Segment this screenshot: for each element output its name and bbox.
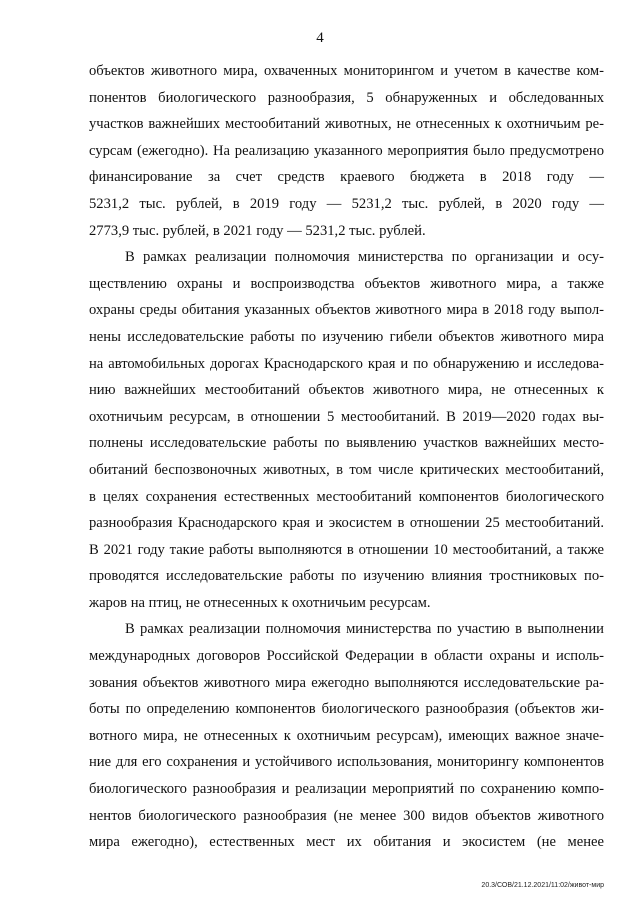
text-line: В рамках реализации полномочия министерства по организации и осу- [125, 249, 604, 266]
text-line: финансирование за счет средств краевого бюджета в 2018 году — [89, 169, 604, 186]
text-line: В рамках реализации полномочия министерства по участию в выполнении [125, 621, 604, 638]
text-line: ние для его сохранения и устойчивого использования, мониторингу компонентов [89, 754, 604, 771]
paragraph-3 [89, 616, 604, 855]
text-line: вотного мира, не отнесенных к охотничьим ресурсам), имеющих важное значе- [89, 727, 604, 744]
document-registration-code: 20.3/СОВ/21.12.2021/11:02/живот-мир [481, 882, 604, 889]
text-line: 2773,9 тыс. рублей, в 2021 году — 5231,2 тыс. рублей. [89, 222, 426, 239]
text-line: объектов животного мира, охваченных мониторингом и учетом в качестве ком- [89, 63, 604, 79]
text-line: биологического разнообразия и реализации мероприятий по сохранению компо- [89, 781, 604, 798]
text-line: участков важнейших местообитаний животных, не отнесенных к охотничьим ре- [89, 116, 604, 133]
text-line: сурсам (ежегодно). На реализацию указанного мероприятия было предусмотрено [89, 142, 604, 159]
text-line: нию важнейших местообитаний объектов животного мира, не отнесенных к [89, 382, 604, 399]
page-number: 4 [316, 30, 324, 46]
text-line: на автомобильных дорогах Краснодарского края и по обнаружению и исследова- [89, 355, 604, 372]
text-line: в целях сохранения естественных местообитаний компонентов биологического [89, 488, 604, 505]
text-line: ществлению охраны и воспроизводства объектов животного мира, а также [89, 275, 604, 292]
document-body [89, 58, 604, 856]
text-line: полнены исследовательские работы по выявлению участков важнейших место- [89, 435, 604, 452]
text-line: охраны среды обитания указанных объектов животного мира в 2018 году выпол- [89, 302, 604, 319]
text-line: жаров на птиц, не отнесенных к охотничьим ресурсам. [89, 594, 431, 611]
text-line: зования объектов животного мира ежегодно выполняются исследовательские ра- [89, 674, 604, 691]
text-line: боты по определению компонентов биологического разнообразия (объектов жи- [89, 701, 604, 718]
text-line: международных договоров Российской Федерации в области охраны и исполь- [89, 648, 604, 665]
text-line: понентов биологического разнообразия, 5 обнаруженных и обследованных [89, 89, 604, 106]
text-line: нентов биологического разнообразия (не менее 300 видов объектов животного [89, 807, 604, 824]
text-line: разнообразия Краснодарского края и экосистем в отношении 25 местообитаний. [89, 515, 604, 532]
text-line: мира ежегодно), естественных мест их обитания и экосистем (не менее [89, 834, 604, 851]
text-line: нены исследовательские работы по изучению гибели объектов животного мира [89, 328, 604, 345]
text-line: проводятся исследовательские работы по изучению влияния тростниковых по- [89, 568, 604, 585]
paragraph-1 [89, 58, 604, 244]
paragraph-2 [89, 244, 604, 616]
text-line: охотничьим ресурсам, в отношении 5 местообитаний. В 2019—2020 годах вы- [89, 408, 604, 425]
text-line: обитаний беспозвоночных животных, в том числе критических местообитаний, [89, 461, 604, 478]
text-line: 5231,2 тыс. рублей, в 2019 году — 5231,2 тыс. рублей, в 2020 году — [89, 195, 604, 212]
text-line: В 2021 году такие работы выполняются в отношении 10 местообитаний, а также [89, 541, 604, 558]
